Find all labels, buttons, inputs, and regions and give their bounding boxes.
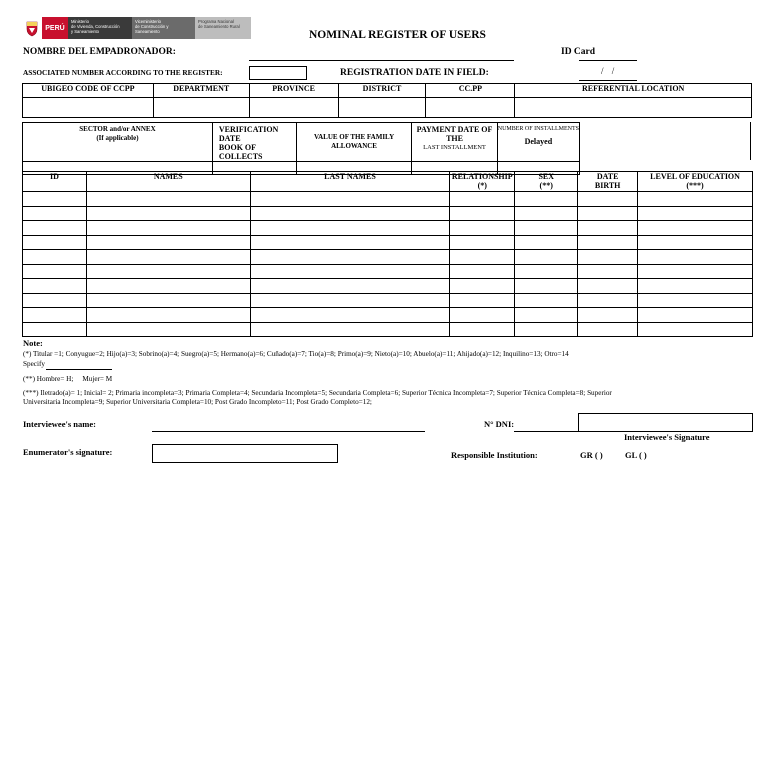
table-cell[interactable]: [250, 322, 450, 337]
referential-location-cell[interactable]: [515, 98, 752, 118]
table-row: [23, 192, 753, 207]
table-cell[interactable]: [578, 206, 638, 221]
associated-number-label: ASSOCIATED NUMBER ACCORDING TO THE REGISTER:: [23, 68, 223, 77]
table-cell[interactable]: [450, 192, 515, 207]
registration-date-label: REGISTRATION DATE IN FIELD:: [340, 68, 489, 78]
id-card-field[interactable]: [579, 60, 637, 61]
col-date-birth: DATE BIRTH: [578, 172, 638, 192]
table-cell[interactable]: [578, 308, 638, 323]
table-cell[interactable]: [86, 192, 250, 207]
col-department: DEPARTMENT: [153, 84, 249, 98]
ministry-name: Ministerio de Vivienda, Construcción y Saneamiento: [68, 17, 132, 39]
table-cell[interactable]: [450, 279, 515, 294]
table-cell[interactable]: [515, 279, 578, 294]
department-cell[interactable]: [153, 98, 249, 118]
col-sex: SEX (**): [515, 172, 578, 192]
table-cell[interactable]: [23, 308, 87, 323]
table-cell[interactable]: [23, 192, 87, 207]
enumerator-name-label: NOMBRE DEL EMPADRONADOR:: [23, 47, 176, 57]
specify-field[interactable]: [46, 369, 112, 370]
education-codes-note: (***) Iletrado(a)= 1; Inicial= 2; Primaria incompleta=3; Primaria Completa=4; Secundaria Incompleta=5; Secundaria Completa=6; Superior Técnica Incompleta=7; Superior Técnica Completa=8; Superior Universitaria Incompleta=9; Superior Universitaria Completa=10; Post Grado Incompleto=11; Post Grado Completo=12;: [23, 389, 612, 406]
table-cell[interactable]: [250, 279, 450, 294]
table-cell[interactable]: [250, 264, 450, 279]
country-badge: PERÚ: [42, 17, 68, 39]
table-cell[interactable]: [515, 264, 578, 279]
interviewee-signature-box[interactable]: [578, 413, 753, 432]
table-cell[interactable]: [23, 206, 87, 221]
table-cell[interactable]: [450, 250, 515, 265]
table-cell[interactable]: [23, 235, 87, 250]
table-cell[interactable]: [450, 235, 515, 250]
col-payment-date: PAYMENT DATE OF THE LAST INSTALLMENT: [412, 123, 497, 162]
col-verification-date: VERIFICATION DATE BOOK OF COLLECTS: [212, 123, 296, 162]
col-ccpp: CC.PP: [426, 84, 515, 98]
table-cell[interactable]: [638, 279, 753, 294]
sector-table: [22, 122, 580, 175]
district-cell[interactable]: [338, 98, 426, 118]
gl-option[interactable]: GL ( ): [625, 450, 647, 460]
registration-date-field[interactable]: [579, 80, 637, 81]
table-cell[interactable]: [250, 250, 450, 265]
table-cell[interactable]: [250, 221, 450, 236]
table-row: [23, 293, 753, 308]
table-cell[interactable]: [23, 279, 87, 294]
table-cell[interactable]: [23, 250, 87, 265]
table-cell[interactable]: [450, 322, 515, 337]
table-cell[interactable]: [515, 308, 578, 323]
col-ubigeo: UBIGEO CODE OF CCPP: [23, 84, 154, 98]
table-row: [23, 235, 753, 250]
table-cell[interactable]: [450, 221, 515, 236]
table-cell[interactable]: [638, 308, 753, 323]
relationship-codes-note: (*) Titular =1; Conyugue=2; Hijo(a)=3; Sobrino(a)=4; Suegro(a)=5; Hermano(a)=6; Cuñado(a)=7; Tio(a)=8; Primo(a)=9; Nieto(a)=10; Abuelo(a)=11; Ahijado(a)=12; Inquilino=13; Otro=14: [23, 350, 569, 358]
province-cell[interactable]: [249, 98, 338, 118]
table-cell[interactable]: [450, 308, 515, 323]
interviewee-name-label: Interviewee's name:: [23, 419, 96, 429]
ministry-logo: [22, 17, 251, 39]
responsible-institution-label: Responsible Institution:: [451, 450, 538, 460]
table-cell[interactable]: [638, 192, 753, 207]
enumerator-name-field[interactable]: [249, 60, 514, 61]
col-family-allowance: VALUE OF THE FAMILY ALLOWANCE: [296, 123, 412, 162]
table-cell[interactable]: [578, 322, 638, 337]
table-cell[interactable]: [86, 308, 250, 323]
ccpp-cell[interactable]: [426, 98, 515, 118]
location-table: [22, 83, 752, 118]
col-relationship: RELATIONSHIP (*): [450, 172, 515, 192]
table-row: [23, 206, 753, 221]
table-cell[interactable]: [250, 235, 450, 250]
dni-field[interactable]: [514, 431, 578, 432]
sector-table-right-edge: [750, 122, 751, 160]
col-sector: SECTOR and/or ANNEX (If applicable): [23, 123, 213, 162]
table-cell[interactable]: [86, 221, 250, 236]
table-cell[interactable]: [515, 250, 578, 265]
notes-heading: Note:: [23, 338, 43, 348]
col-province: PROVINCE: [249, 84, 338, 98]
table-cell[interactable]: [86, 293, 250, 308]
table-cell[interactable]: [638, 322, 753, 337]
table-cell[interactable]: [250, 308, 450, 323]
table-cell[interactable]: [250, 192, 450, 207]
table-cell[interactable]: [515, 192, 578, 207]
coat-of-arms-icon: [22, 17, 42, 39]
table-cell[interactable]: [23, 322, 87, 337]
table-cell[interactable]: [250, 206, 450, 221]
table-cell[interactable]: [450, 293, 515, 308]
table-cell[interactable]: [638, 221, 753, 236]
table-cell[interactable]: [578, 264, 638, 279]
table-cell[interactable]: [515, 293, 578, 308]
id-card-label: ID Card: [561, 47, 596, 57]
table-cell[interactable]: [515, 221, 578, 236]
table-cell[interactable]: [23, 264, 87, 279]
table-cell[interactable]: [638, 206, 753, 221]
table-cell[interactable]: [450, 264, 515, 279]
table-cell[interactable]: [515, 322, 578, 337]
table-cell[interactable]: [250, 293, 450, 308]
table-cell[interactable]: [515, 235, 578, 250]
table-cell[interactable]: [86, 250, 250, 265]
table-cell[interactable]: [638, 235, 753, 250]
table-cell[interactable]: [86, 264, 250, 279]
gr-option[interactable]: GR ( ): [580, 450, 603, 460]
table-cell[interactable]: [578, 235, 638, 250]
table-row: [23, 250, 753, 265]
table-row: [23, 308, 753, 323]
program-name: Programa Nacional de Saneamiento Rural: [195, 17, 251, 39]
table-row: [23, 279, 753, 294]
col-district: DISTRICT: [338, 84, 426, 98]
table-cell[interactable]: [578, 293, 638, 308]
table-cell[interactable]: [578, 221, 638, 236]
enumerator-signature-box[interactable]: [152, 444, 338, 463]
specify-label: Specify: [23, 360, 45, 368]
table-cell[interactable]: [86, 235, 250, 250]
dni-label: N° DNI:: [484, 419, 515, 429]
table-cell[interactable]: [578, 250, 638, 265]
col-last-names: LAST NAMES: [250, 172, 450, 192]
table-cell[interactable]: [23, 221, 87, 236]
registration-date-value: / /: [601, 66, 618, 76]
associated-number-field[interactable]: [249, 66, 307, 80]
table-row: [23, 221, 753, 236]
col-names: NAMES: [86, 172, 250, 192]
interviewee-signature-label: Interviewee's Signature: [624, 432, 710, 442]
page-title: NOMINAL REGISTER OF USERS: [309, 29, 486, 41]
table-row: [23, 322, 753, 337]
table-cell[interactable]: [23, 293, 87, 308]
table-cell[interactable]: [515, 206, 578, 221]
household-members-table: [22, 171, 753, 337]
table-cell[interactable]: [638, 250, 753, 265]
enumerator-signature-label: Enumerator's signature:: [23, 447, 113, 457]
col-education: LEVEL OF EDUCATION (***): [638, 172, 753, 192]
col-referential-location: REFERENTIAL LOCATION: [515, 84, 752, 98]
interviewee-name-field[interactable]: [152, 431, 425, 432]
table-cell[interactable]: [86, 322, 250, 337]
table-cell[interactable]: [578, 279, 638, 294]
table-cell[interactable]: [86, 206, 250, 221]
table-cell[interactable]: [578, 192, 638, 207]
table-cell[interactable]: [450, 206, 515, 221]
table-cell[interactable]: [86, 279, 250, 294]
sex-codes-note: (**) Hombre= H; Mujer= M: [23, 375, 113, 383]
table-cell[interactable]: [638, 293, 753, 308]
ubigeo-cell[interactable]: [23, 98, 154, 118]
col-installments: NUMBER OF INSTALLMENTS Delayed: [497, 123, 579, 162]
vice-ministry-name: Viceministerio de Construcción y Saneamiento: [132, 17, 195, 39]
table-row: [23, 264, 753, 279]
col-id: ID: [23, 172, 87, 192]
table-cell[interactable]: [638, 264, 753, 279]
